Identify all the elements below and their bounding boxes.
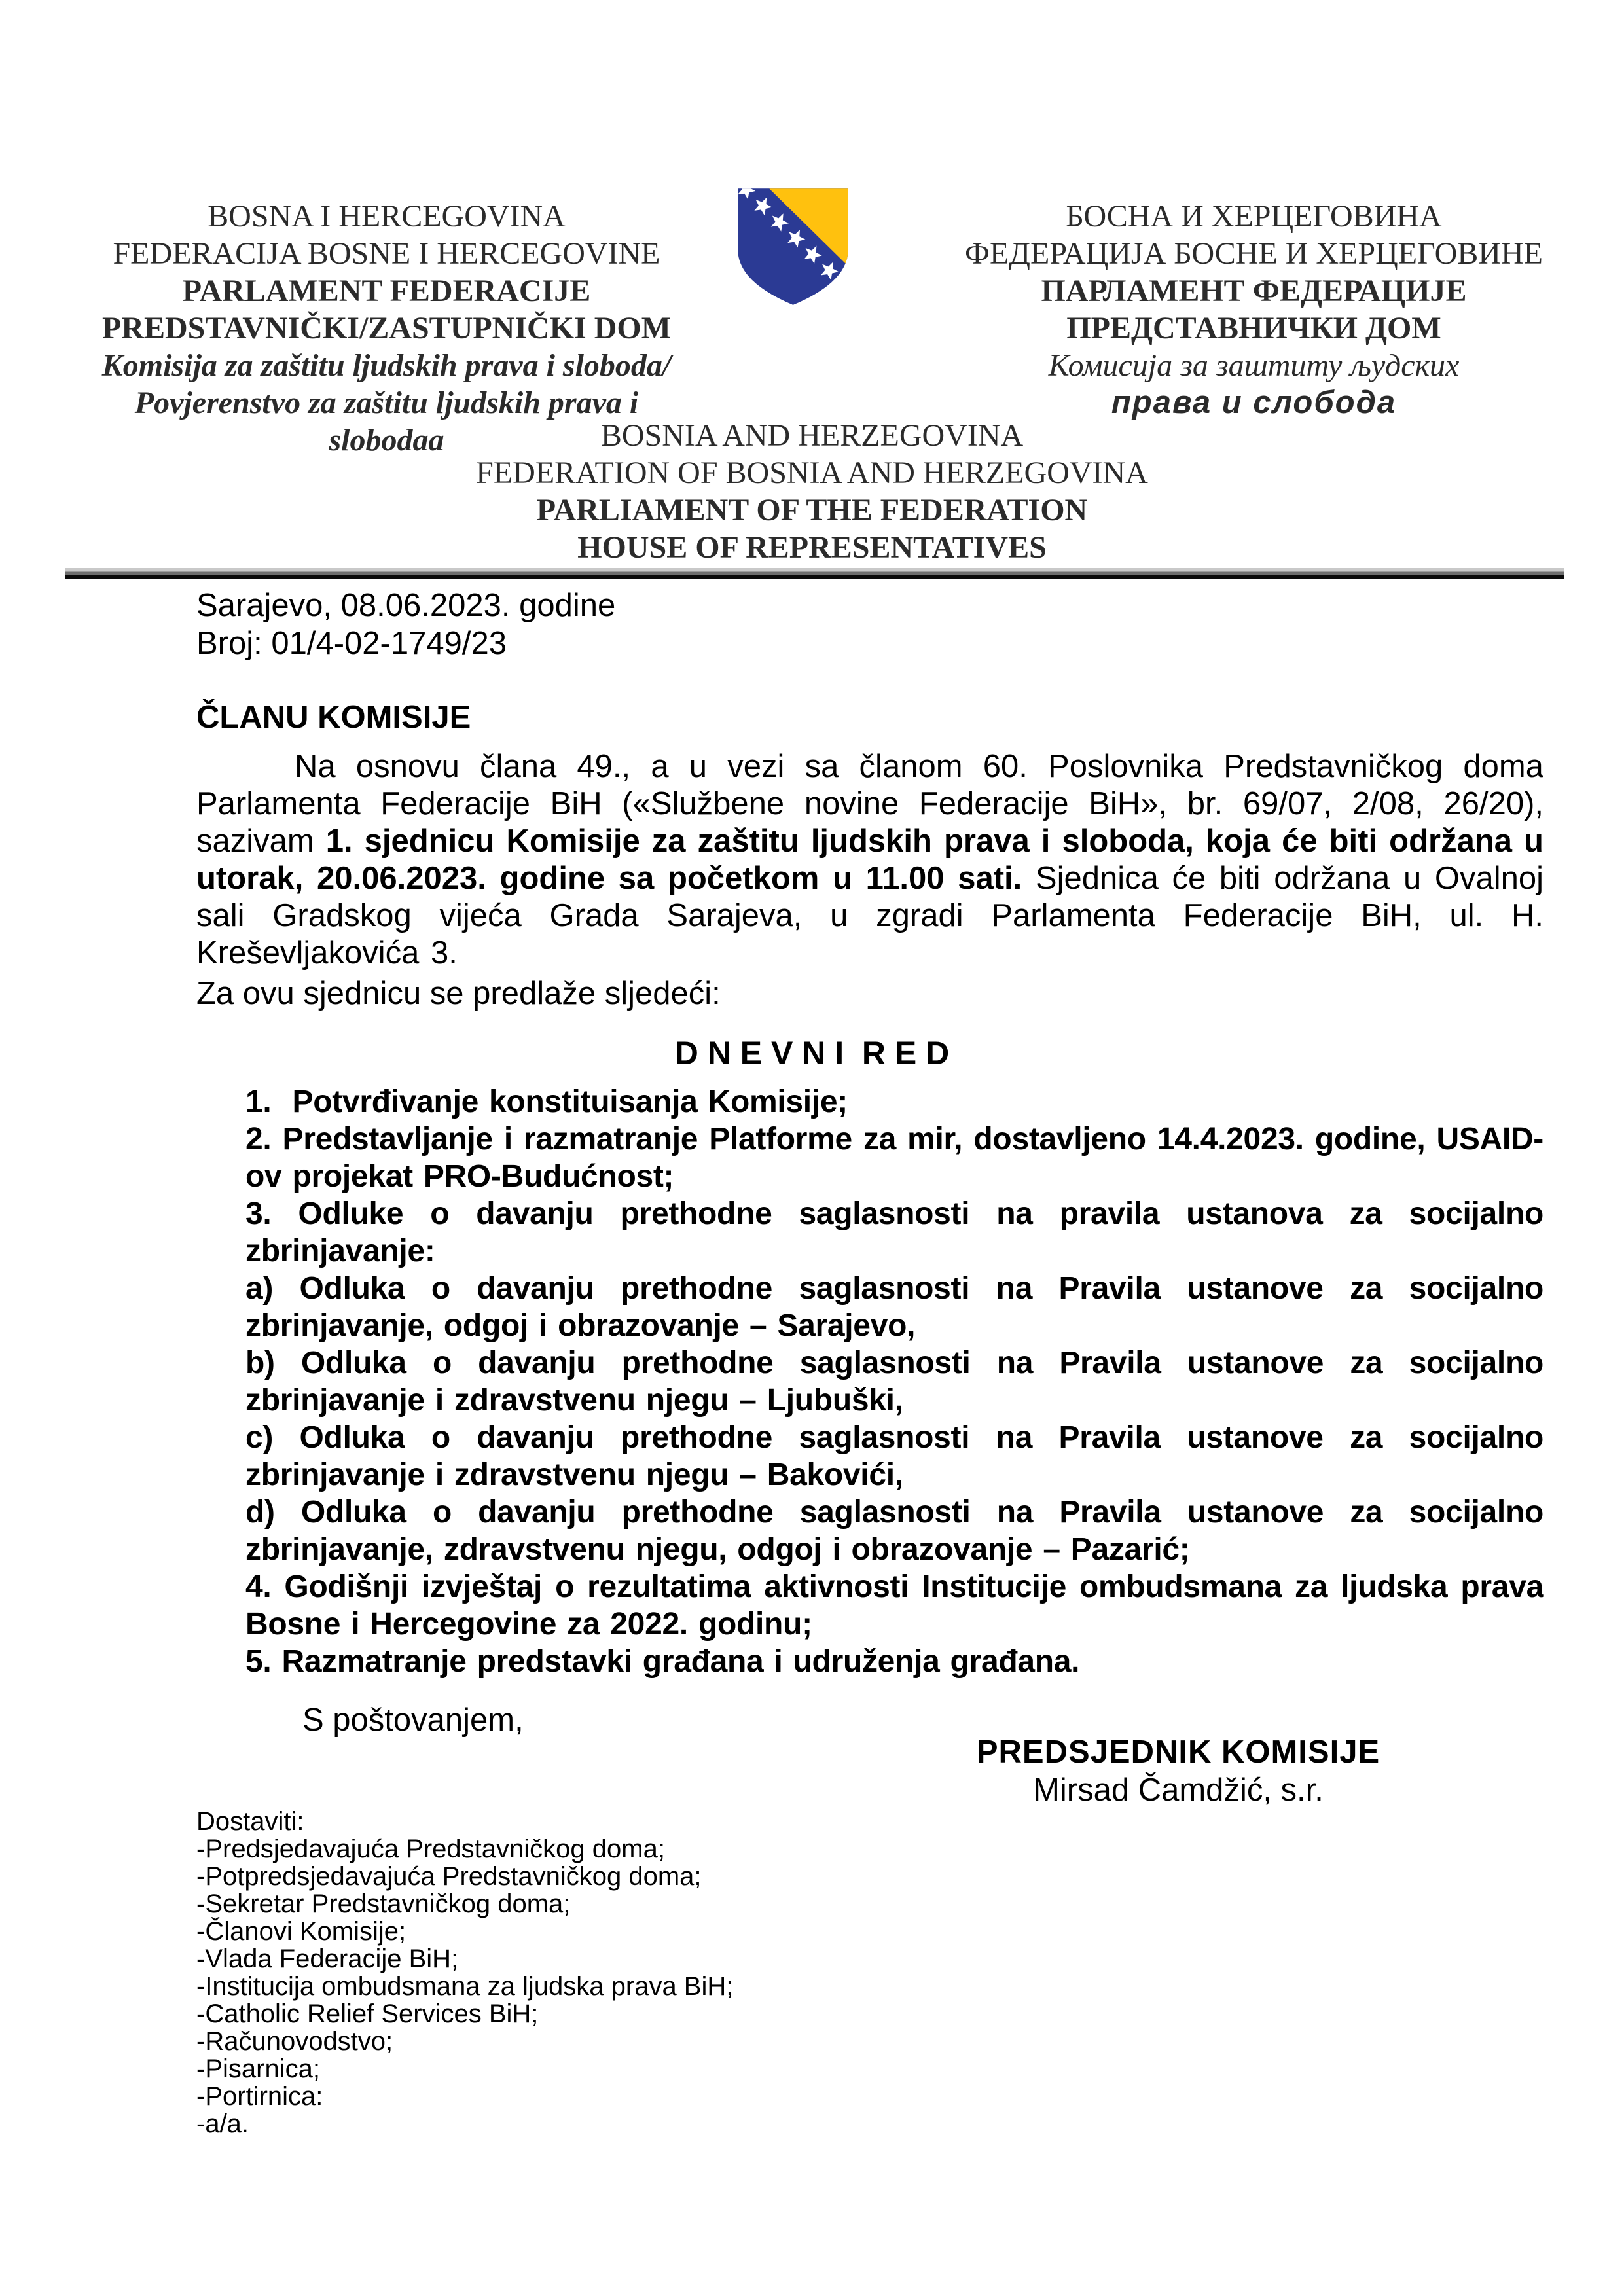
- distribution-item: -Sekretar Predstavničkog doma;: [196, 1890, 571, 1918]
- header-left-line2: FEDERACIJA BOSNE I HERCEGOVINE: [113, 236, 660, 271]
- distribution-item: -Računovodstvo;: [196, 2027, 393, 2056]
- intro-bold-text: 1. sjednicu Komisije za zaštitu ljudskih prava i sloboda, koja će biti održana u utorak, 20.06.2023. godine sa početkom u 11.00 sati.: [196, 823, 1543, 896]
- intro-regular-text: Na osnovu člana 49., a u vezi sa članom 60. Poslovnika Predstavničkog doma Parlamenta Federacije BiH («Službene novine Federacije BiH», br. 69/07, 2/08, 26/20), sazivam: [196, 749, 1543, 859]
- intro-after-text: Sjednica će biti održana u Ovalnoj sali Gradskog vijeća Grada Sarajeva, u zgradi Parlamenta Federacije BiH, ul. H. Kreševljakovića 3.: [196, 861, 1544, 971]
- closing-regards: S poštovanjem,: [302, 1702, 524, 1738]
- header-left-line7: slobodaa: [329, 423, 444, 457]
- signer-name: Mirsad Čamdžić, s.r.: [1033, 1772, 1324, 1808]
- header-english-line4: HOUSE OF REPRESENTATIVES: [577, 530, 1047, 565]
- distribution-title: Dostaviti:: [196, 1807, 304, 1836]
- header-right-line1: БОСНА И ХЕРЦЕГОВИНА: [1066, 199, 1442, 234]
- header-left-line3: PARLAMENT FEDERACIJE: [182, 274, 591, 308]
- header-left-line1: BOSNA I HERCEGOVINA: [208, 199, 566, 234]
- distribution-item: -a/a.: [196, 2109, 249, 2138]
- header-left-line5: Komisija za zaštitu ljudskih prava i sloboda/: [101, 348, 672, 383]
- agenda-item-3c: c) Odluka o davanju prethodne saglasnosti na Pravila ustanove za socijalno zbrinjavanje i zdravstvenu njegu – Bakovići,: [245, 1420, 1543, 1492]
- agenda-item-5: 5. Razmatranje predstavki građana i udruženja građana.: [245, 1644, 1080, 1679]
- header-left-line6: Povjerenstvo za zaštitu ljudskih prava i: [134, 386, 639, 420]
- header-right-line4: ПРЕДСТАВНИЧКИ ДОМ: [1066, 311, 1441, 346]
- distribution-item: -Potpredsjedavajuća Predstavničkog doma;: [196, 1862, 702, 1891]
- distribution-item: -Predsjedavajuća Predstavničkog doma;: [196, 1835, 665, 1863]
- agenda-item-3d: d) Odluka o davanju prethodne saglasnosti na Pravila ustanove za socijalno zbrinjavanje, zdravstvenu njegu, odgoj i obrazovanje – Pazarić;: [245, 1495, 1543, 1567]
- distribution-item: -Vlada Federacije BiH;: [196, 1945, 459, 1973]
- header-right-block: [948, 198, 1560, 422]
- signature-block: [903, 1733, 1453, 1809]
- header-left-line4: PREDSTAVNIČKI/ZASTUPNIČKI DOM: [101, 311, 671, 346]
- signer-title: PREDSJEDNIK KOMISIJE: [976, 1734, 1380, 1770]
- agenda-item-2: 2. Predstavljanje i razmatranje Platforme za mir, dostavljeno 14.4.2023. godine, USAID-ov projekat PRO-Budućnost;: [245, 1122, 1543, 1194]
- intro-paragraph: [196, 748, 1543, 972]
- header-right-line3: ПАРЛАМЕНТ ФЕДЕРАЦИЈЕ: [1041, 274, 1467, 308]
- distribution-item: -Portirnica:: [196, 2082, 323, 2111]
- header-right-line2: ФЕДЕРАЦИЈА БОСНЕ И ХЕРЦЕГОВИНЕ: [965, 236, 1543, 271]
- agenda-item-3b: b) Odluka o davanju prethodne saglasnosti na Pravila ustanove za socijalno zbrinjavanje i zdravstvenu njegu – Ljubuški,: [245, 1346, 1543, 1418]
- distribution-item: -Članovi Komisije;: [196, 1917, 406, 1946]
- document-number: Broj: 01/4-02-1749/23: [196, 626, 507, 661]
- header-english-block: [0, 417, 1624, 566]
- bih-coat-of-arms-icon: [735, 187, 851, 306]
- agenda-item-4: 4. Godišnji izvještaj o rezultatima aktivnosti Institucije ombudsmana za ljudska prava Bosne i Hercegovine za 2022. godinu;: [245, 1570, 1543, 1641]
- header-english-line1: BOSNIA AND HERZEGOVINA: [600, 418, 1024, 453]
- distribution-item: -Pisarnica;: [196, 2054, 320, 2083]
- header-right-line6: права и слобода: [1111, 385, 1397, 420]
- agenda-item-3: 3. Odluke o davanju prethodne saglasnosti na pravila ustanova za socijalno zbrinjavanje:: [245, 1196, 1543, 1268]
- agenda-title: D N E V N I R E D: [674, 1035, 950, 1071]
- header-right-line5: Комисија за заштиту људских: [1048, 348, 1460, 383]
- distribution-item: -Institucija ombudsmana za ljudska prava BiH;: [196, 1972, 734, 2001]
- proposal-line: Za ovu sjednicu se predlaže sljedeći:: [196, 976, 721, 1011]
- agenda-item-3a: a) Odluka o davanju prethodne saglasnosti na Pravila ustanove za socijalno zbrinjavanje, odgoj i obrazovanje – Sarajevo,: [245, 1271, 1543, 1343]
- agenda-item-1: 1. Potvrđivanje konstituisanja Komisije;: [245, 1085, 848, 1119]
- agenda-list: [245, 1083, 1543, 1680]
- distribution-item: -Catholic Relief Services BiH;: [196, 2000, 539, 2028]
- place-date: Sarajevo, 08.06.2023. godine: [196, 588, 616, 623]
- addressee-heading: ČLANU KOMISIJE: [196, 700, 471, 735]
- header-english-line2: FEDERATION OF BOSNIA AND HERZEGOVINA: [476, 456, 1148, 490]
- header-divider: [65, 568, 1564, 579]
- header-english-line3: PARLIAMENT OF THE FEDERATION: [536, 493, 1088, 528]
- distribution-list: [196, 1808, 733, 2138]
